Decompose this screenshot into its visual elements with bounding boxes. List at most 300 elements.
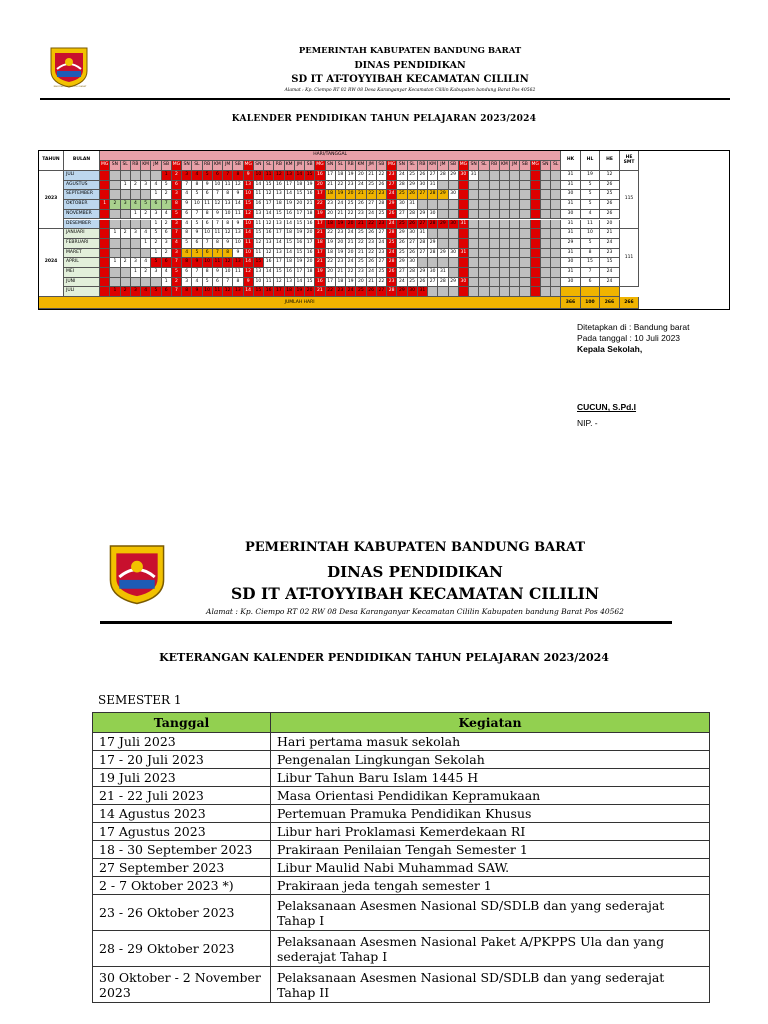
day-cell: 13 bbox=[254, 268, 264, 278]
agency-name: DINAS PENDIDIKAN bbox=[354, 60, 466, 71]
principal-name: CUCUN, S.Pd.I bbox=[577, 402, 637, 412]
day-cell: 21 bbox=[367, 171, 377, 181]
day-cell: 14 bbox=[244, 287, 254, 297]
day-head-sn: SN bbox=[397, 161, 407, 171]
day-cell: 26 bbox=[356, 200, 366, 210]
total-value: 266 bbox=[600, 297, 620, 309]
day-cell: 7 bbox=[182, 181, 192, 191]
day-cell: 28 bbox=[428, 220, 438, 230]
day-cell bbox=[449, 239, 459, 249]
day-cell bbox=[110, 268, 120, 278]
day-cell: 6 bbox=[182, 210, 192, 220]
day-cell bbox=[551, 249, 561, 259]
day-cell: 9 bbox=[244, 171, 254, 181]
he-value: 26 bbox=[600, 200, 620, 210]
day-cell bbox=[449, 268, 459, 278]
day-cell: 11 bbox=[264, 278, 274, 288]
day-cell: 30 bbox=[408, 229, 418, 239]
day-cell: 9 bbox=[192, 258, 202, 268]
day-cell: 29 bbox=[438, 249, 448, 259]
day-cell: 17 bbox=[315, 190, 325, 200]
gov-name-2: PEMERINTAH KABUPATEN BANDUNG BARAT bbox=[245, 540, 585, 555]
day-cell: 10 bbox=[254, 278, 264, 288]
day-head-mg: MG bbox=[244, 161, 254, 171]
hk-value: 31 bbox=[561, 220, 581, 230]
day-cell: 9 bbox=[233, 190, 243, 200]
day-cell: 10 bbox=[244, 249, 254, 259]
day-cell: 18 bbox=[315, 239, 325, 249]
day-cell bbox=[500, 200, 510, 210]
day-cell bbox=[428, 200, 438, 210]
row-date: 19 Juli 2023 bbox=[93, 769, 271, 787]
day-cell: 15 bbox=[254, 258, 264, 268]
hk-value: 31 bbox=[561, 249, 581, 259]
day-cell: 8 bbox=[233, 171, 243, 181]
day-cell: 10 bbox=[192, 200, 202, 210]
day-cell: 9 bbox=[233, 220, 243, 230]
day-cell: 3 bbox=[182, 171, 192, 181]
day-head-sl: SL bbox=[479, 161, 489, 171]
row-activity: Prakiraan jeda tengah semester 1 bbox=[271, 877, 710, 895]
day-cell: 14 bbox=[244, 258, 254, 268]
day-cell: 23 bbox=[387, 278, 397, 288]
row-date: 14 Agustus 2023 bbox=[93, 805, 271, 823]
day-cell bbox=[531, 210, 541, 220]
day-cell: 11 bbox=[233, 268, 243, 278]
day-cell bbox=[100, 229, 110, 239]
day-cell: 4 bbox=[182, 249, 192, 259]
hl-value: 15 bbox=[581, 258, 601, 268]
day-cell bbox=[520, 287, 530, 297]
place-label: Ditetapkan di : Bandung barat bbox=[577, 322, 690, 332]
day-cell: 5 bbox=[203, 278, 213, 288]
day-cell: 18 bbox=[305, 210, 315, 220]
day-head-jm: JM bbox=[223, 161, 233, 171]
header-he: HE bbox=[600, 151, 620, 171]
day-cell: 12 bbox=[223, 258, 233, 268]
day-cell: 22 bbox=[346, 268, 356, 278]
day-cell bbox=[469, 210, 479, 220]
day-cell: 7 bbox=[213, 190, 223, 200]
day-head-rb: RB bbox=[490, 161, 500, 171]
day-cell: 29 bbox=[438, 190, 448, 200]
row-activity: Prakiraan Penilaian Tengah Semester 1 bbox=[271, 841, 710, 859]
header-hk: HK bbox=[561, 151, 581, 171]
day-head-mg: MG bbox=[172, 161, 182, 171]
day-cell: 8 bbox=[213, 239, 223, 249]
day-cell bbox=[500, 268, 510, 278]
day-cell: 17 bbox=[264, 200, 274, 210]
day-cell: 4 bbox=[182, 190, 192, 200]
day-cell: 28 bbox=[428, 190, 438, 200]
day-cell bbox=[500, 181, 510, 191]
month-label: MEI bbox=[64, 268, 100, 278]
day-cell bbox=[100, 278, 110, 288]
day-cell: 28 bbox=[418, 239, 428, 249]
day-cell bbox=[479, 278, 489, 288]
hl-value: 5 bbox=[581, 181, 601, 191]
day-cell: 3 bbox=[172, 190, 182, 200]
day-cell bbox=[520, 171, 530, 181]
day-cell: 18 bbox=[326, 220, 336, 230]
day-cell bbox=[510, 190, 520, 200]
day-cell: 10 bbox=[203, 287, 213, 297]
row-date: 18 - 30 September 2023 bbox=[93, 841, 271, 859]
day-cell bbox=[459, 258, 469, 268]
day-cell bbox=[520, 229, 530, 239]
day-cell bbox=[551, 278, 561, 288]
day-cell bbox=[490, 287, 500, 297]
day-cell bbox=[541, 268, 551, 278]
day-cell: 18 bbox=[285, 287, 295, 297]
day-cell: 31 bbox=[438, 268, 448, 278]
day-cell: 12 bbox=[264, 249, 274, 259]
table-header-row bbox=[93, 713, 710, 733]
day-cell: 3 bbox=[121, 200, 131, 210]
hk-value: 31 bbox=[561, 229, 581, 239]
day-cell: 19 bbox=[346, 278, 356, 288]
day-cell bbox=[418, 258, 428, 268]
day-cell: 9 bbox=[244, 278, 254, 288]
day-cell: 1 bbox=[110, 287, 120, 297]
day-cell bbox=[551, 200, 561, 210]
day-cell bbox=[459, 287, 469, 297]
day-cell: 22 bbox=[367, 220, 377, 230]
total-value: 366 bbox=[561, 297, 581, 309]
day-cell: 20 bbox=[346, 249, 356, 259]
day-cell: 13 bbox=[274, 190, 284, 200]
day-cell: 10 bbox=[233, 239, 243, 249]
row-activity: Libur Tahun Baru Islam 1445 H bbox=[271, 769, 710, 787]
day-cell: 30 bbox=[449, 249, 459, 259]
day-cell bbox=[541, 210, 551, 220]
day-cell: 18 bbox=[285, 229, 295, 239]
day-cell: 28 bbox=[397, 181, 407, 191]
day-cell: 16 bbox=[315, 278, 325, 288]
day-cell: 4 bbox=[172, 239, 182, 249]
day-cell bbox=[551, 258, 561, 268]
day-cell: 20 bbox=[305, 258, 315, 268]
day-cell: 25 bbox=[408, 171, 418, 181]
day-cell: 27 bbox=[408, 239, 418, 249]
day-cell: 5 bbox=[203, 171, 213, 181]
hk-value: 30 bbox=[561, 278, 581, 288]
day-cell: 7 bbox=[213, 220, 223, 230]
day-cell: 19 bbox=[295, 258, 305, 268]
day-cell: 22 bbox=[326, 229, 336, 239]
day-cell: 24 bbox=[377, 239, 387, 249]
day-cell bbox=[469, 229, 479, 239]
hl-value: 11 bbox=[581, 220, 601, 230]
day-head-sn: SN bbox=[541, 161, 551, 171]
day-cell: 19 bbox=[285, 200, 295, 210]
he-value: 24 bbox=[600, 278, 620, 288]
agency-name-2: DINAS PENDIDIKAN bbox=[327, 563, 503, 581]
day-cell: 10 bbox=[223, 210, 233, 220]
day-cell: 23 bbox=[387, 171, 397, 181]
day-head-sl: SL bbox=[121, 161, 131, 171]
hl-value: 7 bbox=[581, 268, 601, 278]
day-cell bbox=[100, 268, 110, 278]
day-cell bbox=[490, 229, 500, 239]
day-head-km: KM bbox=[428, 161, 438, 171]
day-head-rb: RB bbox=[346, 161, 356, 171]
day-cell: 18 bbox=[326, 249, 336, 259]
row-activity: Masa Orientasi Pendidikan Kepramukaan bbox=[271, 787, 710, 805]
row-date: 30 Oktober - 2 November 2023 bbox=[93, 967, 271, 1003]
academic-calendar-grid bbox=[38, 150, 730, 310]
day-cell: 10 bbox=[213, 181, 223, 191]
day-cell: 30 bbox=[459, 278, 469, 288]
day-cell: 27 bbox=[397, 210, 407, 220]
day-cell bbox=[438, 239, 448, 249]
month-label: AGUSTUS bbox=[64, 181, 100, 191]
day-cell bbox=[438, 210, 448, 220]
day-head-sn: SN bbox=[254, 161, 264, 171]
day-cell: 29 bbox=[449, 278, 459, 288]
day-cell: 24 bbox=[346, 287, 356, 297]
day-cell bbox=[479, 239, 489, 249]
row-activity: Pertemuan Pramuka Pendidikan Khusus bbox=[271, 805, 710, 823]
day-cell bbox=[490, 200, 500, 210]
day-cell: 2 bbox=[162, 249, 172, 259]
day-cell: 1 bbox=[151, 220, 161, 230]
day-cell: 14 bbox=[254, 181, 264, 191]
day-cell: 21 bbox=[315, 258, 325, 268]
header-tahun: TAHUN bbox=[39, 151, 64, 171]
row-date: 17 - 20 Juli 2023 bbox=[93, 751, 271, 769]
day-cell bbox=[531, 181, 541, 191]
day-cell bbox=[531, 220, 541, 230]
day-cell: 5 bbox=[151, 229, 161, 239]
day-cell: 13 bbox=[233, 258, 243, 268]
smt-value-1: 115 bbox=[620, 171, 640, 229]
day-cell bbox=[490, 249, 500, 259]
day-cell: 16 bbox=[274, 181, 284, 191]
table-row bbox=[93, 805, 710, 823]
day-cell: 22 bbox=[315, 200, 325, 210]
day-cell: 5 bbox=[151, 287, 161, 297]
day-cell bbox=[531, 258, 541, 268]
day-cell bbox=[531, 278, 541, 288]
day-cell: 16 bbox=[264, 287, 274, 297]
day-cell bbox=[418, 200, 428, 210]
day-cell bbox=[531, 171, 541, 181]
day-cell: 7 bbox=[172, 258, 182, 268]
day-head-mg: MG bbox=[459, 161, 469, 171]
day-cell: 1 bbox=[162, 278, 172, 288]
day-cell: 16 bbox=[254, 200, 264, 210]
day-cell bbox=[510, 220, 520, 230]
day-cell: 23 bbox=[377, 249, 387, 259]
hl-value: 8 bbox=[581, 249, 601, 259]
day-cell bbox=[541, 229, 551, 239]
day-cell: 29 bbox=[438, 220, 448, 230]
day-cell: 10 bbox=[203, 229, 213, 239]
day-cell: 30 bbox=[408, 258, 418, 268]
day-cell: 23 bbox=[346, 181, 356, 191]
day-cell bbox=[520, 200, 530, 210]
day-cell bbox=[541, 190, 551, 200]
day-cell: 26 bbox=[397, 239, 407, 249]
day-cell bbox=[141, 220, 151, 230]
day-cell bbox=[520, 239, 530, 249]
month-label: MARET bbox=[64, 249, 100, 259]
day-cell bbox=[510, 268, 520, 278]
day-cell bbox=[541, 258, 551, 268]
day-cell: 28 bbox=[408, 268, 418, 278]
day-cell: 26 bbox=[377, 181, 387, 191]
day-cell bbox=[531, 287, 541, 297]
he-value: 21 bbox=[600, 229, 620, 239]
day-cell: 15 bbox=[274, 268, 284, 278]
day-cell bbox=[490, 239, 500, 249]
day-cell bbox=[459, 181, 469, 191]
day-cell bbox=[500, 210, 510, 220]
day-cell bbox=[479, 171, 489, 181]
day-cell: 30 bbox=[397, 200, 407, 210]
total-value: 100 bbox=[581, 297, 601, 309]
day-cell bbox=[541, 220, 551, 230]
day-cell bbox=[490, 210, 500, 220]
day-cell: 2 bbox=[172, 278, 182, 288]
day-cell bbox=[469, 258, 479, 268]
day-cell: 13 bbox=[233, 229, 243, 239]
day-cell bbox=[490, 181, 500, 191]
day-cell bbox=[510, 239, 520, 249]
day-cell: 12 bbox=[213, 200, 223, 210]
day-cell: 19 bbox=[336, 249, 346, 259]
day-cell bbox=[551, 239, 561, 249]
day-cell: 29 bbox=[418, 210, 428, 220]
day-cell: 15 bbox=[285, 239, 295, 249]
day-cell: 1 bbox=[110, 229, 120, 239]
table-row bbox=[93, 823, 710, 841]
day-cell: 4 bbox=[141, 258, 151, 268]
day-cell: 2 bbox=[121, 287, 131, 297]
day-cell: 20 bbox=[336, 239, 346, 249]
day-cell bbox=[479, 200, 489, 210]
day-cell: 26 bbox=[367, 287, 377, 297]
day-cell bbox=[100, 258, 110, 268]
day-cell bbox=[469, 249, 479, 259]
day-cell: 20 bbox=[305, 229, 315, 239]
day-head-sl: SL bbox=[336, 161, 346, 171]
day-cell: 17 bbox=[315, 249, 325, 259]
day-cell: 21 bbox=[356, 220, 366, 230]
day-cell: 13 bbox=[264, 239, 274, 249]
day-cell: 1 bbox=[121, 181, 131, 191]
day-cell: 10 bbox=[223, 268, 233, 278]
day-cell bbox=[520, 249, 530, 259]
day-cell: 14 bbox=[274, 239, 284, 249]
day-cell: 19 bbox=[315, 210, 325, 220]
day-head-jm: JM bbox=[438, 161, 448, 171]
day-cell bbox=[510, 171, 520, 181]
he-value: 24 bbox=[600, 239, 620, 249]
day-cell bbox=[428, 258, 438, 268]
smt-value-2: 111 bbox=[620, 229, 640, 287]
day-cell bbox=[438, 181, 448, 191]
day-cell: 17 bbox=[305, 239, 315, 249]
day-cell: 5 bbox=[192, 220, 202, 230]
hk-value: 31 bbox=[561, 171, 581, 181]
day-cell: 2 bbox=[151, 239, 161, 249]
day-cell: 18 bbox=[295, 181, 305, 191]
day-cell: 19 bbox=[336, 190, 346, 200]
day-cell bbox=[541, 239, 551, 249]
day-head-rb: RB bbox=[274, 161, 284, 171]
day-cell bbox=[469, 268, 479, 278]
hk-value bbox=[561, 287, 581, 297]
day-cell: 20 bbox=[315, 181, 325, 191]
col-date: Tanggal bbox=[93, 713, 271, 733]
day-cell: 17 bbox=[274, 287, 284, 297]
day-cell: 18 bbox=[336, 171, 346, 181]
day-cell: 14 bbox=[285, 249, 295, 259]
row-activity: Hari pertama masuk sekolah bbox=[271, 733, 710, 751]
day-head-sl: SL bbox=[264, 161, 274, 171]
day-cell: 4 bbox=[182, 220, 192, 230]
row-activity: Pelaksanaan Asesmen Nasional Paket A/PKPPS Ula dan yang sederajat Tahap I bbox=[271, 931, 710, 967]
day-cell: 1 bbox=[151, 249, 161, 259]
day-head-jm: JM bbox=[367, 161, 377, 171]
day-cell: 16 bbox=[285, 268, 295, 278]
day-cell bbox=[551, 171, 561, 181]
day-cell bbox=[131, 249, 141, 259]
hk-value: 31 bbox=[561, 268, 581, 278]
day-cell bbox=[500, 229, 510, 239]
day-cell: 9 bbox=[192, 287, 202, 297]
day-cell: 3 bbox=[131, 229, 141, 239]
day-cell: 9 bbox=[213, 268, 223, 278]
day-cell: 29 bbox=[397, 258, 407, 268]
day-cell: 15 bbox=[295, 220, 305, 230]
day-cell bbox=[531, 249, 541, 259]
day-cell bbox=[469, 239, 479, 249]
day-cell bbox=[469, 220, 479, 230]
day-cell bbox=[510, 181, 520, 191]
day-cell: 6 bbox=[182, 268, 192, 278]
day-cell: 14 bbox=[264, 210, 274, 220]
day-cell: 25 bbox=[397, 190, 407, 200]
col-activity: Kegiatan bbox=[271, 713, 710, 733]
day-head-sn: SN bbox=[469, 161, 479, 171]
day-cell: 24 bbox=[387, 190, 397, 200]
day-cell: 9 bbox=[192, 229, 202, 239]
day-cell bbox=[510, 249, 520, 259]
day-cell bbox=[459, 210, 469, 220]
day-cell bbox=[100, 181, 110, 191]
day-cell: 2 bbox=[121, 258, 131, 268]
day-cell: 13 bbox=[274, 249, 284, 259]
day-cell bbox=[110, 220, 120, 230]
day-cell: 28 bbox=[438, 278, 448, 288]
day-cell: 11 bbox=[213, 258, 223, 268]
day-cell bbox=[100, 249, 110, 259]
day-cell bbox=[551, 210, 561, 220]
day-cell: 14 bbox=[285, 220, 295, 230]
day-cell: 12 bbox=[244, 210, 254, 220]
day-cell: 5 bbox=[141, 200, 151, 210]
day-cell: 21 bbox=[356, 190, 366, 200]
day-head-sb: SB bbox=[305, 161, 315, 171]
day-cell: 10 bbox=[244, 190, 254, 200]
day-cell: 27 bbox=[377, 229, 387, 239]
year-label-2024: 2024 bbox=[39, 229, 64, 297]
hl-value: 5 bbox=[581, 190, 601, 200]
day-cell: 9 bbox=[233, 249, 243, 259]
